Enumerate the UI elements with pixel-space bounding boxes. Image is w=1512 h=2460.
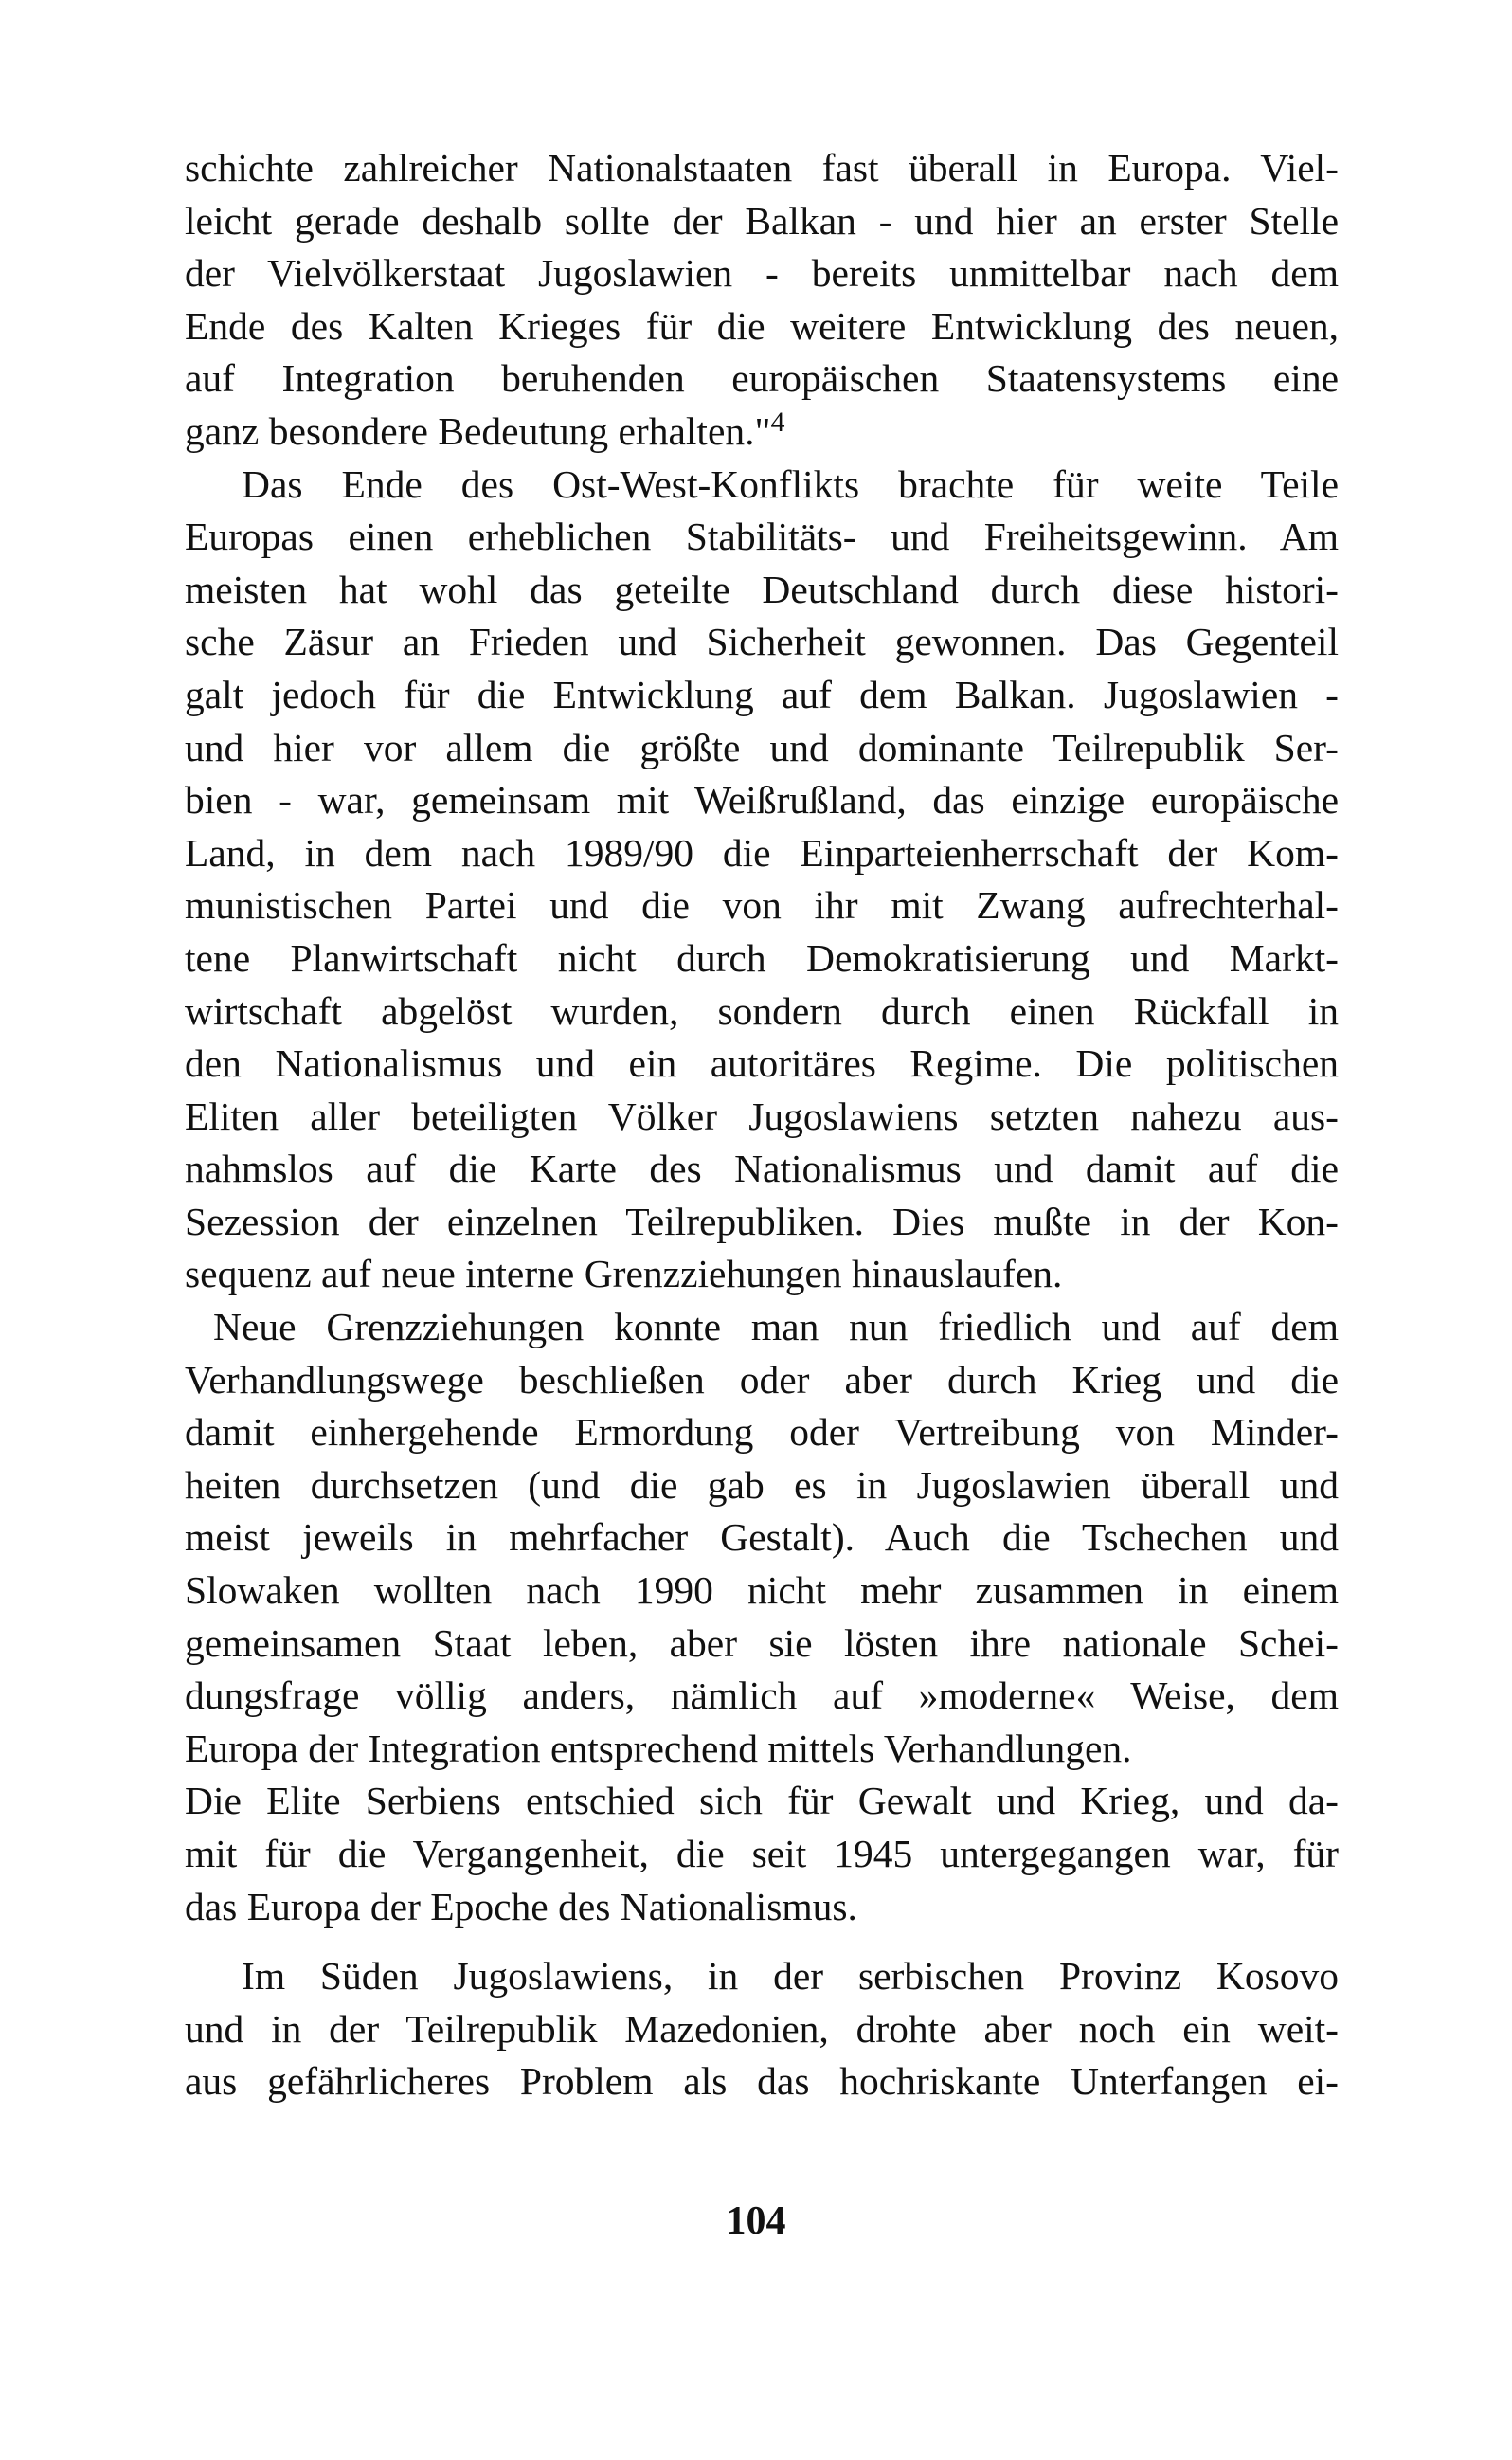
text-line: damit einhergehende Ermordung oder Vertreibung von Minder-: [185, 1410, 1339, 1455]
text-line: mit für die Vergangenheit, die seit 1945 untergegangen war, für: [185, 1832, 1339, 1875]
text-line: Sezession der einzelnen Teilrepubliken. Dies mußte in der Kon-: [185, 1199, 1339, 1243]
text-line: Verhandlungswege beschließen oder aber durch Krieg und die: [185, 1357, 1339, 1402]
text-line: Land, in dem nach 1989/90 die Einparteienherrschaft der Kom-: [185, 830, 1339, 875]
paragraph-spacer: [185, 1933, 1339, 1950]
page-number: 104: [726, 2199, 786, 2243]
text-line: nahmslos auf die Karte des Nationalismus und damit auf die: [185, 1147, 1339, 1191]
text-line: und in der Teilrepublik Mazedonien, drohte aber noch ein weit-: [185, 2006, 1339, 2051]
text-line: Europa der Integration entsprechend mittels Verhandlungen.: [185, 1726, 1132, 1770]
paragraph-2: [185, 459, 1339, 1302]
text-line: leicht gerade deshalb sollte der Balkan - und hier an erster Stelle: [185, 198, 1339, 243]
text-line: sequenz auf neue interne Grenzziehungen hinauslaufen.: [185, 1252, 1063, 1296]
text-line: Neue Grenzziehungen konnte man nun friedlich und auf dem: [213, 1305, 1339, 1349]
text-line: meist jeweils in mehrfacher Gestalt). Auch die Tschechen und: [185, 1515, 1339, 1560]
text-line: Slowaken wollten nach 1990 nicht mehr zusammen in einem: [185, 1568, 1339, 1613]
text-line: Im Süden Jugoslawiens, in der serbischen Provinz Kosovo: [242, 1954, 1339, 1999]
footnote-marker: 4: [770, 406, 785, 438]
paragraph-4: [185, 1775, 1339, 1933]
text-line: Das Ende des Ost-West-Konflikts brachte für weite Teile: [242, 461, 1339, 506]
text-line: [185, 406, 1339, 459]
paragraph-3: [185, 1301, 1339, 1775]
paragraph-1: [185, 142, 1339, 459]
text-line: galt jedoch für die Entwicklung auf dem Balkan. Jugoslawien -: [185, 672, 1339, 716]
text-line: heiten durchsetzen (und die gab es in Jugoslawien überall und: [185, 1462, 1339, 1507]
text-line: der Vielvölkerstaat Jugoslawien - bereits unmittelbar nach dem: [185, 251, 1339, 296]
text-line: das Europa der Epoche des Nationalismus.: [185, 1884, 857, 1928]
text-line: Eliten aller beteiligten Völker Jugoslawiens setzten nahezu aus-: [185, 1094, 1339, 1138]
text-line: aus gefährlicheres Problem als das hochriskante Unterfangen ei-: [185, 2059, 1339, 2104]
paragraph-5: [185, 1950, 1339, 2108]
text-line: sche Zäsur an Frieden und Sicherheit gewonnen. Das Gegenteil: [185, 620, 1339, 664]
text-line: bien - war, gemeinsam mit Weißrußland, das einzige europäische: [185, 778, 1339, 823]
text-line: auf Integration beruhenden europäischen Staatensystems eine: [185, 356, 1339, 401]
text-line: Die Elite Serbiens entschied sich für Gewalt und Krieg, und da-: [185, 1779, 1339, 1823]
text-line: meisten hat wohl das geteilte Deutschland durch diese histori-: [185, 567, 1339, 611]
text-line: und hier vor allem die größte und dominante Teilrepublik Ser-: [185, 725, 1339, 769]
text-line: den Nationalismus und ein autoritäres Regime. Die politischen: [185, 1041, 1339, 1086]
text-line: Europas einen erheblichen Stabilitäts- und Freiheitsgewinn. Am: [185, 515, 1339, 559]
text-line: wirtschaft abgelöst wurden, sondern durch einen Rückfall in: [185, 988, 1339, 1033]
text-line: gemeinsamen Staat leben, aber sie lösten ihre nationale Schei-: [185, 1620, 1339, 1665]
text-line: munistischen Partei und die von ihr mit Zwang aufrechterhal-: [185, 883, 1339, 928]
text-line: dungsfrage völlig anders, nämlich auf »moderne« Weise, dem: [185, 1673, 1339, 1718]
text-line: Ende des Kalten Krieges für die weitere Entwicklung des neuen,: [185, 303, 1339, 348]
text-line-content: ganz besondere Bedeutung erhalten.": [185, 408, 771, 453]
text-line: schichte zahlreicher Nationalstaaten fast überall in Europa. Viel-: [185, 146, 1339, 190]
body-text: [185, 142, 1339, 2108]
text-line: tene Planwirtschaft nicht durch Demokratisierung und Markt-: [185, 935, 1339, 980]
